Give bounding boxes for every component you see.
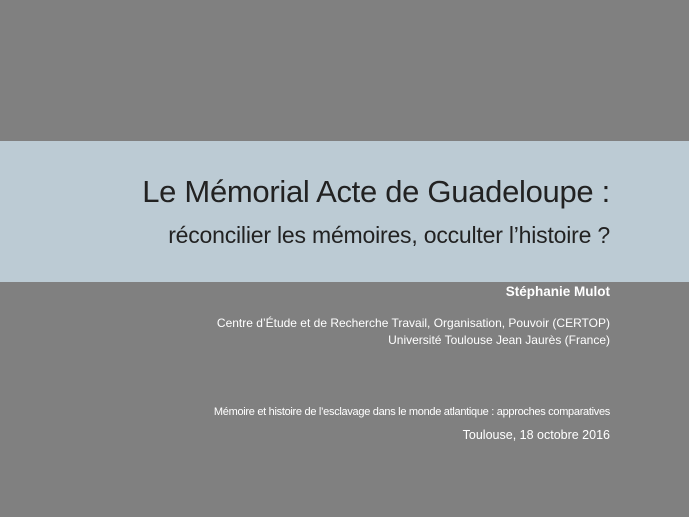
slide-subtitle: réconcilier les mémoires, occulter l’histoire ? <box>168 222 610 248</box>
author-name: Stéphanie Mulot <box>505 284 610 299</box>
conference-date: Toulouse, 18 octobre 2016 <box>462 428 610 442</box>
slide-title: Le Mémorial Acte de Guadeloupe : <box>142 174 610 209</box>
affiliation-university: Université Toulouse Jean Jaurès (France) <box>388 333 610 347</box>
title-band <box>0 141 689 282</box>
affiliation-lab: Centre d’Étude et de Recherche Travail, Organisation, Pouvoir (CERTOP) <box>216 316 610 330</box>
conference-title: Mémoire et histoire de l’esclavage dans le monde atlantique : approches comparatives <box>213 406 610 418</box>
